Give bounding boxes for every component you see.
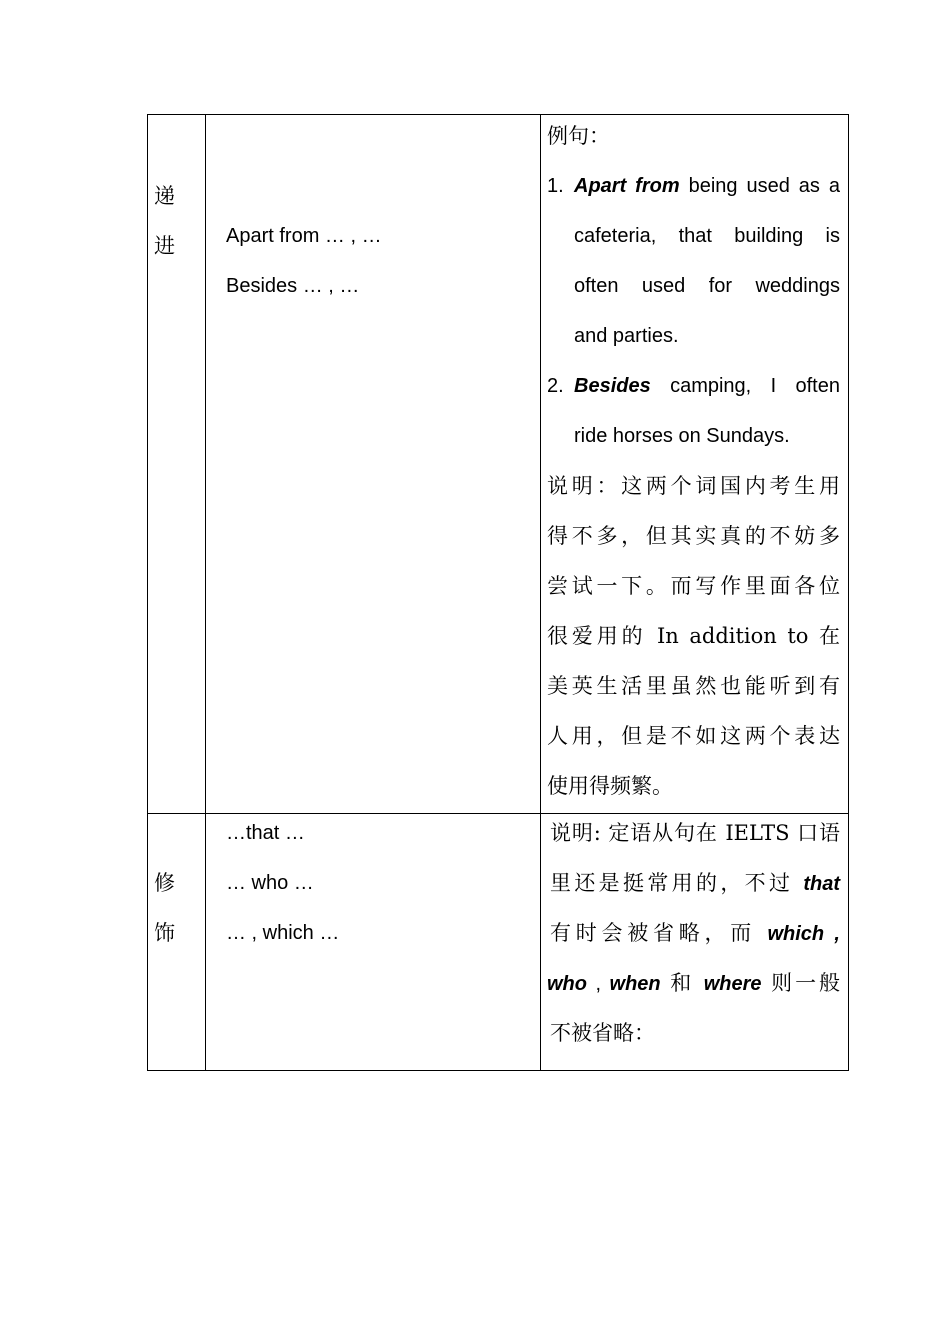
note-text: 则一般 [761, 971, 840, 995]
phrase: Apart from … , … [226, 225, 382, 247]
category-char: 饰 [154, 921, 175, 945]
example-item [547, 361, 840, 411]
note-line: 美英生活里虽然也能听到有 [547, 674, 840, 698]
example-keyword: Besides [574, 375, 651, 397]
note-line [550, 808, 840, 858]
example-text: cafeteria, that building is [574, 225, 840, 247]
table-row [148, 115, 849, 814]
note-line [550, 858, 840, 908]
example-keyword: Apart from [574, 175, 680, 197]
example-number: 2. [547, 375, 564, 397]
note-line [550, 908, 840, 958]
note-line [547, 958, 840, 1008]
note-text: 里还是挺常用的，不过 [550, 871, 804, 895]
example-cell [541, 115, 849, 814]
note-line: 使用得频繁。 [547, 774, 673, 798]
phrase: … who … [226, 872, 314, 894]
note-line: 尝试一下。而写作里面各位 [547, 574, 840, 598]
note-keyword: which , [767, 923, 840, 945]
note-line: 人用，但是不如这两个表达 [547, 724, 840, 748]
category-cell [148, 115, 206, 814]
phrase: … , which … [226, 922, 340, 944]
note-text: 和 [660, 971, 704, 995]
phrase: Besides … , … [226, 275, 360, 297]
example-text: camping, I often [650, 375, 840, 397]
note-line: 很爱用的 In addition to 在 [547, 624, 840, 648]
note-keyword: where [703, 973, 762, 995]
example-text: being used as a [679, 175, 840, 197]
category-char: 进 [154, 234, 175, 258]
example-heading: 例句： [547, 124, 610, 148]
example-text: ride horses on Sundays. [574, 425, 790, 447]
note-text: 有时会被省略，而 [550, 921, 768, 945]
note-line: 得不多，但其实真的不妨多 [547, 524, 840, 548]
note-line: 不被省略： [550, 1021, 655, 1045]
note-text: , [587, 973, 610, 995]
category-char: 递 [154, 184, 175, 208]
note-keyword: who [547, 973, 587, 995]
category-cell [148, 814, 206, 1071]
table-row [148, 814, 849, 1071]
note-line: 说明：这两个词国内考生用 [547, 474, 840, 498]
note-text: 说明: 定语从句在 IELTS 口语 [550, 821, 840, 845]
example-text: often used for weddings [574, 275, 840, 297]
phrase: …that … [226, 822, 305, 844]
example-item [547, 161, 840, 211]
note-keyword: that [803, 873, 840, 895]
note-cell [541, 814, 849, 1071]
phrase-cell [206, 814, 541, 1071]
expression-table [147, 114, 849, 1071]
note-keyword: when [609, 973, 661, 995]
example-number: 1. [547, 175, 564, 197]
category-char: 修 [154, 871, 175, 895]
phrase-cell [206, 115, 541, 814]
example-text: and parties. [574, 325, 679, 347]
